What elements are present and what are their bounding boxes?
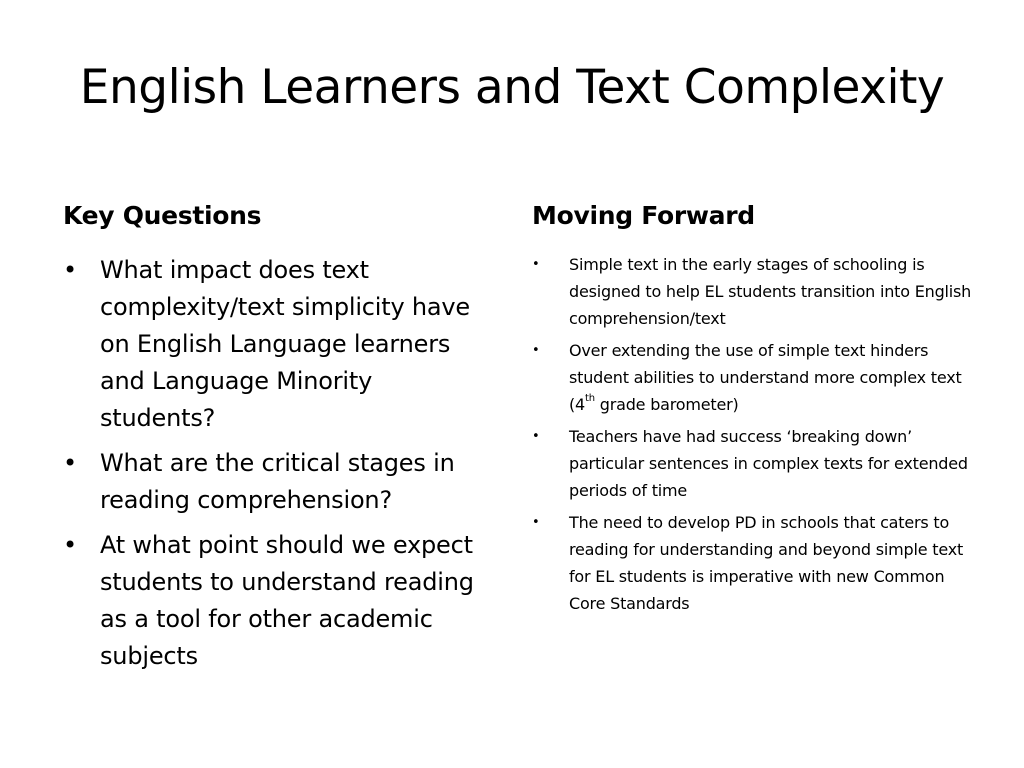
moving-forward-list [532, 251, 972, 622]
list-item-text: Teachers have had success ‘breaking down’ particular sentences in complex texts for extended periods of time [569, 427, 968, 500]
list-item [63, 445, 493, 519]
superscript: th [585, 392, 595, 404]
list-item-text: Simple text in the early stages of schooling is designed to help EL students transition into English comprehension/text [569, 255, 972, 328]
bullet-icon: • [532, 515, 540, 530]
bullet-icon: • [63, 256, 77, 284]
list-item-text: The need to develop PD in schools that caters to reading for understanding and beyond simple text for EL students is imperative with new Common Core Standards [569, 513, 964, 613]
list-item [532, 423, 972, 504]
list-item-text: What are the critical stages in reading comprehension? [100, 449, 455, 514]
bullet-icon: • [532, 257, 540, 272]
list-item [63, 252, 493, 437]
key-questions-heading: Key Questions [63, 201, 262, 230]
bullet-icon: • [63, 449, 77, 477]
list-item-text: At what point should we expect students to understand reading as a tool for other academic subjects [100, 531, 474, 670]
moving-forward-heading: Moving Forward [532, 201, 755, 230]
bullet-icon: • [532, 343, 540, 358]
list-item [532, 509, 972, 617]
bullet-icon: • [532, 429, 540, 444]
list-item-text-tail: grade barometer) [594, 395, 739, 414]
slide-title: English Learners and Text Complexity [79, 60, 945, 115]
list-item [532, 337, 972, 418]
bullet-icon: • [63, 531, 77, 559]
list-item [532, 251, 972, 332]
list-item-text-main: Over extending the use of simple text hinders student abilities to understand more complex text (4 [569, 341, 962, 414]
list-item-text: What impact does text complexity/text simplicity have on English Language learners and Language Minority students? [100, 256, 470, 432]
key-questions-list [63, 252, 493, 683]
list-item [63, 527, 493, 675]
list-item-text [569, 341, 962, 414]
